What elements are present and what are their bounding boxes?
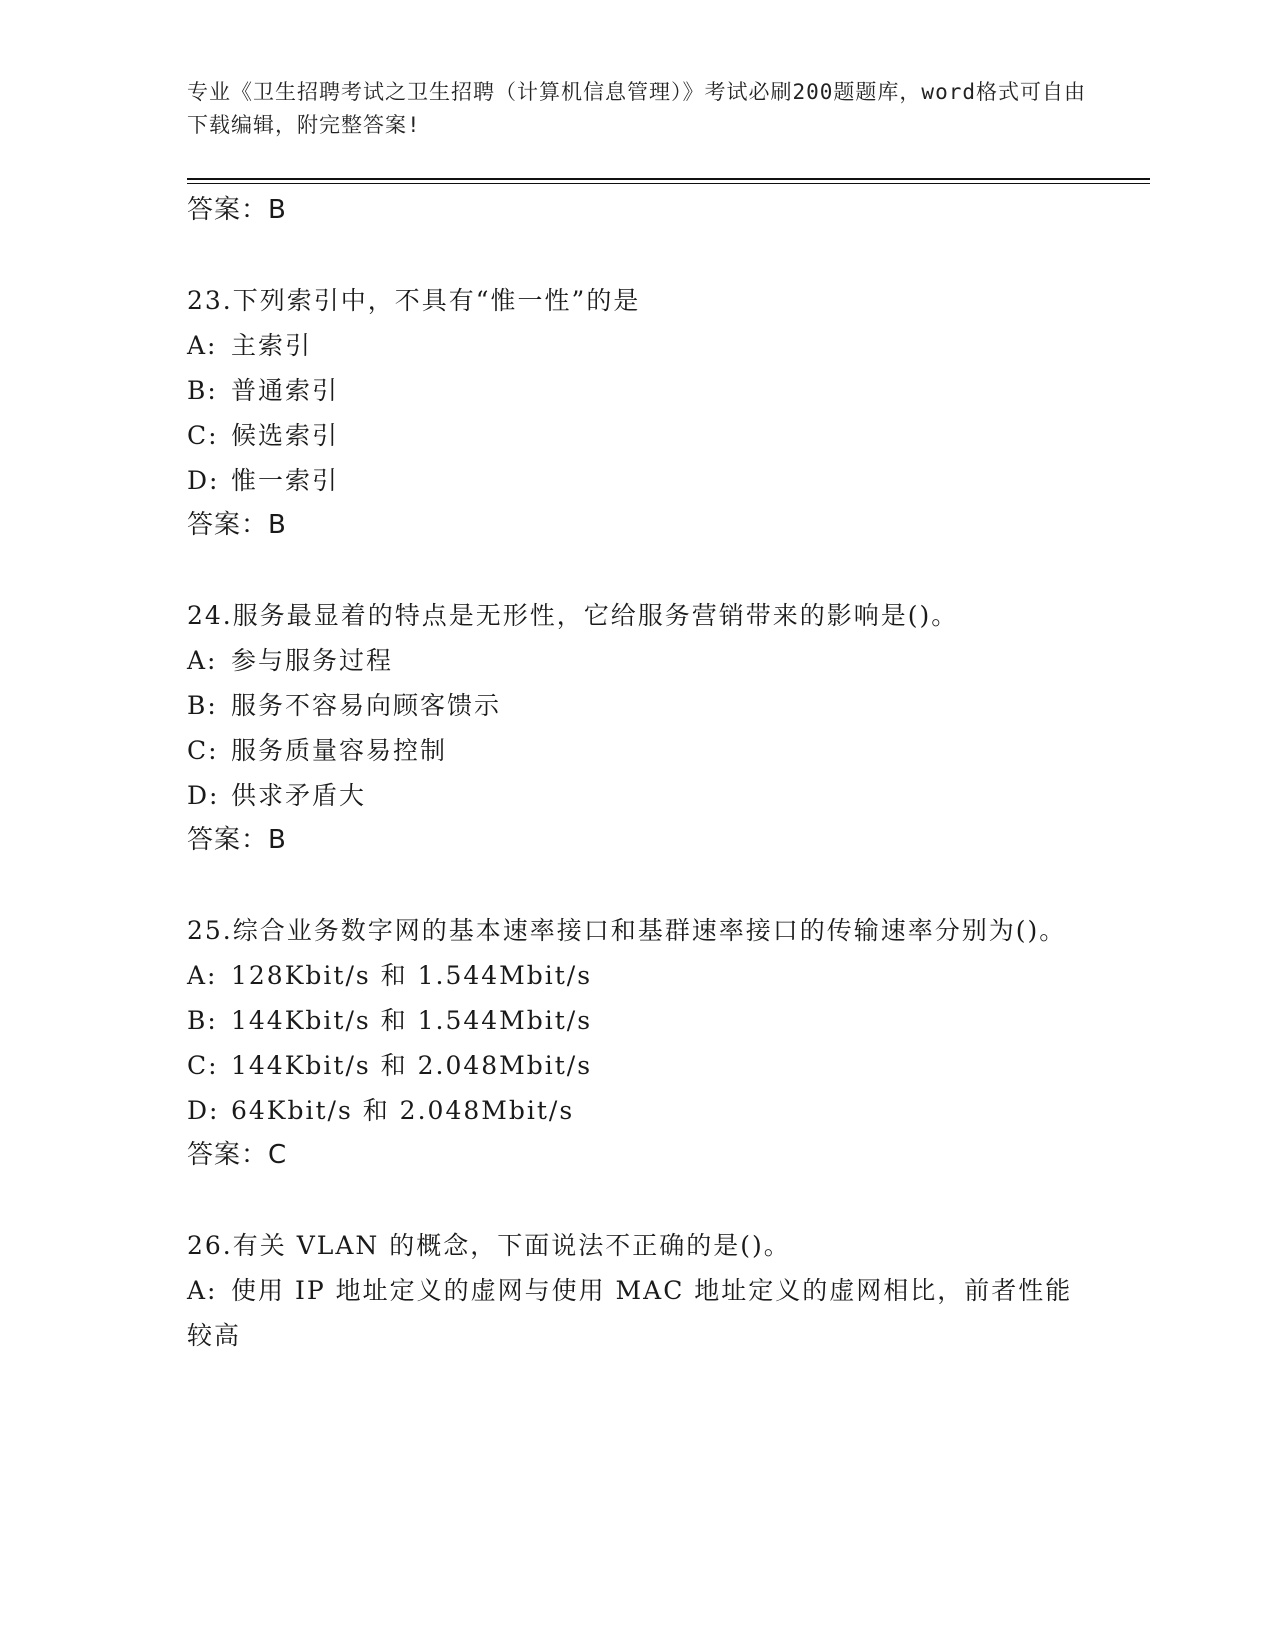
option-c xyxy=(187,728,1087,773)
option-letter: C: xyxy=(187,1051,219,1080)
option-c xyxy=(187,1043,1087,1088)
option-text: 供求矛盾大 xyxy=(231,781,367,810)
option-b xyxy=(187,368,1087,413)
question-24 xyxy=(187,593,1087,863)
question-list xyxy=(187,188,1087,1358)
answer-line: 答案：C xyxy=(187,1140,288,1170)
option-text: 64Kbit/s 和 2.048Mbit/s xyxy=(231,1096,575,1125)
header-divider-thick xyxy=(187,178,1150,180)
option-a xyxy=(187,1268,1087,1358)
answer-line: 答案：B xyxy=(187,825,287,855)
question-23 xyxy=(187,278,1087,548)
answer-line: 答案：B xyxy=(187,195,287,225)
question-stem: 23.下列索引中，不具有“惟一性”的是 xyxy=(187,286,641,315)
option-text: 参与服务过程 xyxy=(231,646,394,675)
header-divider-thin xyxy=(187,183,1150,184)
option-b xyxy=(187,683,1087,728)
question-stem: 26.有关 VLAN 的概念，下面说法不正确的是()。 xyxy=(187,1231,791,1260)
option-d xyxy=(187,773,1087,818)
option-letter: D: xyxy=(187,1096,220,1125)
option-letter: D: xyxy=(187,781,220,810)
option-text: 主索引 xyxy=(231,331,313,360)
option-d xyxy=(187,1088,1087,1133)
option-a xyxy=(187,953,1087,998)
option-c xyxy=(187,413,1087,458)
option-text: 使用 IP 地址定义的虚网与使用 MAC 地址定义的虚网相比，前者性能较高 xyxy=(187,1276,1073,1350)
option-a xyxy=(187,638,1087,683)
option-letter: D: xyxy=(187,466,220,495)
option-text: 普通索引 xyxy=(231,376,340,405)
option-text: 服务不容易向顾客馈示 xyxy=(231,691,502,720)
option-text: 惟一索引 xyxy=(231,466,340,495)
option-letter: A: xyxy=(187,1276,218,1305)
option-text: 128Kbit/s 和 1.544Mbit/s xyxy=(231,961,593,990)
option-text: 服务质量容易控制 xyxy=(231,736,448,765)
option-letter: A: xyxy=(187,331,218,360)
option-d xyxy=(187,458,1087,503)
question-stem: 24.服务最显着的特点是无形性，它给服务营销带来的影响是()。 xyxy=(187,601,959,630)
option-letter: B: xyxy=(187,691,218,720)
option-letter: A: xyxy=(187,646,218,675)
option-a xyxy=(187,323,1087,368)
option-letter: C: xyxy=(187,421,219,450)
document-header: 专业《卫生招聘考试之卫生招聘（计算机信息管理）》考试必刷200题题库，word格式可自由下载编辑，附完整答案! xyxy=(187,80,1086,137)
option-text: 144Kbit/s 和 2.048Mbit/s xyxy=(231,1051,593,1080)
answer-line: 答案：B xyxy=(187,510,287,540)
option-text: 144Kbit/s 和 1.544Mbit/s xyxy=(231,1006,593,1035)
question-26 xyxy=(187,1223,1087,1358)
option-b xyxy=(187,998,1087,1043)
option-letter: B: xyxy=(187,1006,218,1035)
option-letter: A: xyxy=(187,961,218,990)
question-stem: 25.综合业务数字网的基本速率接口和基群速率接口的传输速率分别为()。 xyxy=(187,916,1067,945)
question-25 xyxy=(187,908,1087,1178)
option-text: 候选索引 xyxy=(231,421,340,450)
option-letter: C: xyxy=(187,736,219,765)
option-letter: B: xyxy=(187,376,218,405)
